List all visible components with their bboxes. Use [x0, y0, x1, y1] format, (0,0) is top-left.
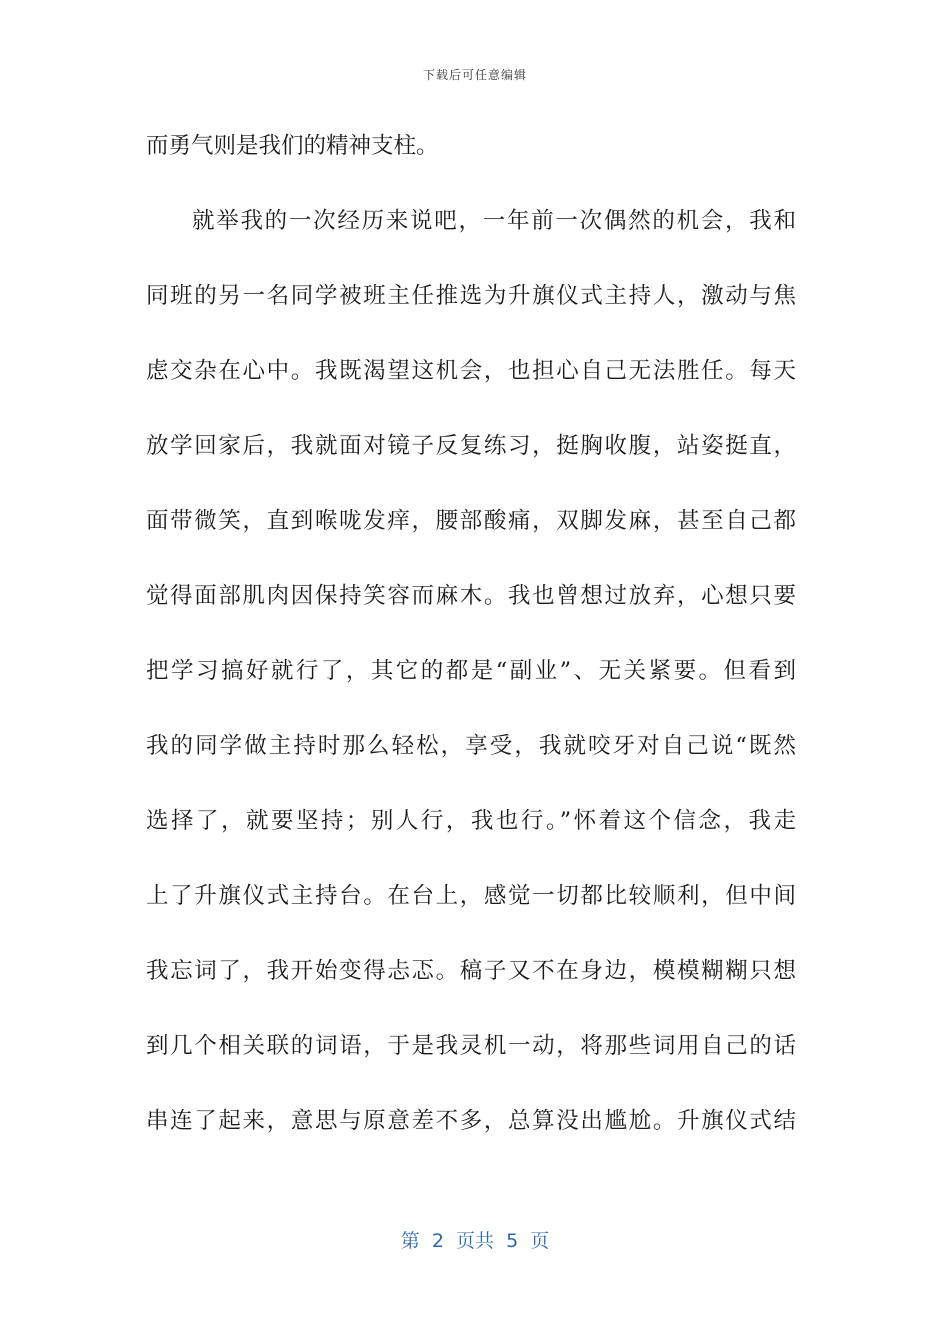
- paragraph-2-line-11: 我忘词了，我开始变得忐忑。稿子又不在身边，模模糊糊只想: [146, 958, 796, 984]
- page-number-footer: 第 2 页共 5 页: [400, 1230, 550, 1252]
- paragraph-2-line-2: 同班的另一名同学被班主任推选为升旗仪式主持人，激动与焦: [146, 283, 796, 309]
- paragraph-2-line-13: 串连了起来，意思与原意差不多，总算没出尴尬。升旗仪式结: [146, 1108, 796, 1134]
- paragraph-2-line-5: 面带微笑，直到喉咙发痒，腰部酸痛，双脚发麻，甚至自己都: [146, 508, 796, 534]
- paragraph-2-line-9: 选择了，就要坚持；别人行，我也行。”怀着这个信念，我走: [146, 808, 796, 834]
- paragraph-2-line-7: 把学习搞好就行了，其它的都是“副业”、无关紧要。但看到: [146, 658, 796, 684]
- document-body: [146, 124, 796, 1174]
- paragraph-2-line-6: 觉得面部肌肉因保持笑容而麻木。我也曾想过放弃，心想只要: [146, 583, 796, 609]
- paragraph-2-line-12: 到几个相关联的词语，于是我灵机一动，将那些词用自己的话: [146, 1033, 796, 1059]
- paragraph-2-line-3: 虑交杂在心中。我既渴望这机会，也担心自己无法胜任。每天: [146, 358, 796, 384]
- paragraph-1-line-1: 而勇气则是我们的精神支柱。: [146, 133, 439, 159]
- paragraph-2-line-1: 就举我的一次经历来说吧，一年前一次偶然的机会，我和: [192, 208, 796, 234]
- paragraph-2-line-4: 放学回家后，我就面对镜子反复练习，挺胸收腹，站姿挺直，: [146, 433, 796, 459]
- paragraph-2-line-10: 上了升旗仪式主持台。在台上，感觉一切都比较顺利，但中间: [146, 883, 796, 909]
- paragraph-2-line-8: 我的同学做主持时那么轻松，享受，我就咬牙对自己说“既然: [146, 733, 796, 759]
- page-header: 下载后可任意编辑: [422, 68, 527, 82]
